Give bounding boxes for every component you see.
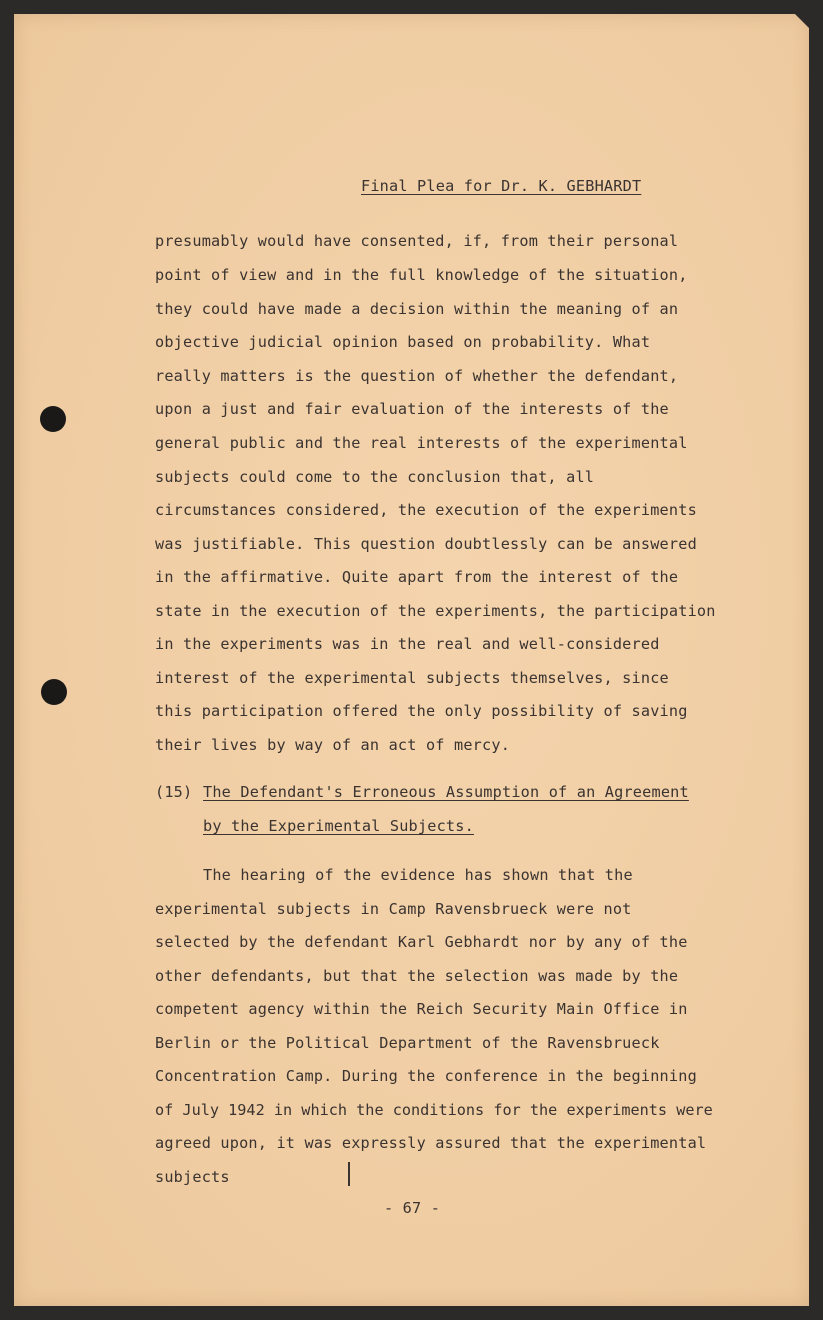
text-line: competent agency within the Reich Security Main Office in (155, 1000, 688, 1018)
text-line: point of view and in the full knowledge of the situation, (155, 266, 688, 284)
text-line: selected by the defendant Karl Gebhardt nor by any of the (155, 933, 688, 951)
page-number: - 67 - (384, 1199, 441, 1217)
page-header: Final Plea for Dr. K. GEBHARDT (361, 177, 642, 195)
text-line: Concentration Camp. During the conference in the beginning (155, 1067, 697, 1085)
punch-hole (41, 679, 67, 705)
text-line: The hearing of the evidence has shown that the (203, 866, 633, 884)
section-heading: by the Experimental Subjects. (203, 817, 474, 835)
text-line: interest of the experimental subjects themselves, since (155, 669, 669, 687)
text-line: objective judicial opinion based on probability. What (155, 333, 651, 351)
text-line: subjects could come to the conclusion that, all (155, 468, 595, 486)
text-line: this participation offered the only possibility of saving (155, 702, 688, 720)
section-heading: The Defendant's Erroneous Assumption of an Agreement (203, 783, 689, 801)
text-line: of July 1942 in which the conditions for the experiments were (155, 1101, 713, 1119)
text-line: really matters is the question of whether the defendant, (155, 367, 679, 385)
text-line: their lives by way of an act of mercy. (155, 736, 511, 754)
text-line: state in the execution of the experiments, the participation (155, 602, 716, 620)
text-line: general public and the real interests of the experimental (155, 434, 688, 452)
punch-hole (40, 406, 66, 432)
text-line: circumstances considered, the execution of the experiments (155, 501, 697, 519)
text-line: experimental subjects in Camp Ravensbrueck were not (155, 900, 632, 918)
text-line: Berlin or the Political Department of the Ravensbrueck (155, 1034, 660, 1052)
text-line: was justifiable. This question doubtlessly can be answered (155, 535, 697, 553)
text-line: upon a just and fair evaluation of the interests of the (155, 400, 669, 418)
document-page (14, 14, 809, 1306)
text-line: subjects (155, 1168, 230, 1186)
corner-fold (795, 14, 809, 28)
text-line: presumably would have consented, if, from their personal (155, 232, 679, 250)
text-line: in the affirmative. Quite apart from the interest of the (155, 568, 679, 586)
text-line: agreed upon, it was expressly assured that the experimental (155, 1134, 707, 1152)
text-line: other defendants, but that the selection was made by the (155, 967, 679, 985)
text-line: in the experiments was in the real and well-considered (155, 635, 660, 653)
section-number: (15) (155, 783, 193, 801)
margin-mark (348, 1162, 350, 1186)
text-line: they could have made a decision within the meaning of an (155, 300, 679, 318)
